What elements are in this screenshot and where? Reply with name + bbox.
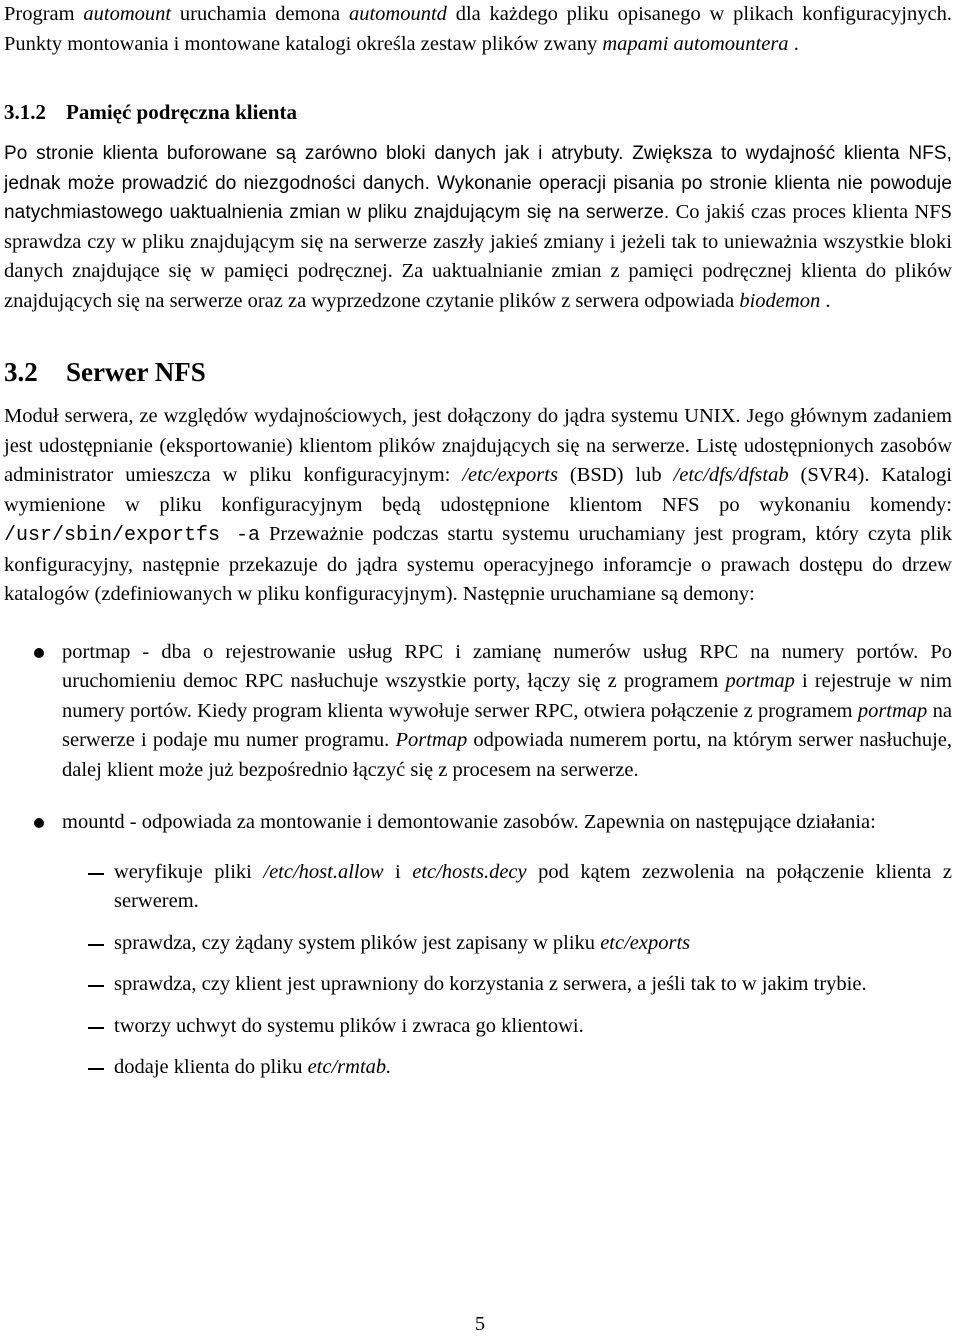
text: sprawdza, czy żądany system plików jest zapisany w pliku bbox=[114, 931, 601, 954]
mountd-text: mountd - odpowiada za montowanie i demontowanie zasobów. Zapewnia on następujące działania: bbox=[62, 811, 876, 833]
term-portmap: portmap bbox=[725, 670, 795, 692]
server-paragraph bbox=[4, 402, 952, 610]
text: Moduł serwera, ze względów wydajnościowych, jest dołączony do jądra systemu UNIX. Jego głównym zadaniem jest udostępnianie (eksportowanie) klientom plików znajdujących się na serwerze. Listę udostępnionych zasobów administrator umieszcza w pliku konfiguracyjnym: bbox=[4, 405, 952, 486]
text: Przeważnie podczas startu systemu uruchamiany jest program, który czyta plik konfiguracyjny, następnie przekazuje do jądra systemu operacyjnego inforamcje o prawach dostępu do drzew katalogów (zdefiniowanych w pliku konfiguracyjnym). Następnie uruchamiane są demony: bbox=[4, 523, 952, 605]
text: odpowiada numerem portu, na którym serwer nasłuchuje, dalej klient może już bezpośrednio łączyć się z procesem na serwerze. bbox=[62, 729, 952, 781]
text: (BSD) lub bbox=[557, 464, 674, 486]
text: na serwerze i podaje mu numer programu. bbox=[62, 699, 952, 751]
text: i rejestruje w nim numery portów. Kiedy program klienta wywołuje serwer RPC, otwiera połączenie z programem bbox=[62, 670, 952, 722]
list-item bbox=[62, 1012, 952, 1042]
path-hosts-decy: etc/hosts.decy bbox=[412, 860, 527, 883]
path-rmtab: etc/rmtab. bbox=[307, 1056, 392, 1078]
action-text: tworzy uchwyt do systemu plików i zwraca go klientowi. bbox=[114, 1014, 584, 1037]
sans-text: Po stronie klienta buforowane są zarówno bloki danych jak i atrybuty. Zwiększa to wydajność klienta NFS, jednak może prowadzić do niezgodności danych. Wykonanie operacji pisania po stronie klienta nie powoduje natychmiastowego uaktualnienia zmian w pliku znajdującym się na serwerze. bbox=[4, 143, 952, 223]
list-item bbox=[62, 929, 952, 959]
mountd-actions-list bbox=[4, 858, 952, 1083]
dash-icon bbox=[88, 873, 104, 875]
path-etc-exports: /etc/exports bbox=[462, 464, 558, 486]
dash-icon bbox=[88, 1068, 104, 1070]
text: dla każdego pliku opisanego w plikach konfiguracyjnych. Punkty montowania i montowane katalogi określa zestaw plików zwany bbox=[4, 3, 952, 55]
text: pod kątem zezwolenia na połączenie klienta z serwerem. bbox=[114, 860, 952, 912]
daemon-list bbox=[4, 638, 952, 1083]
list-item bbox=[62, 858, 952, 917]
bullet-icon bbox=[34, 648, 44, 658]
term-biodemon: biodemon bbox=[739, 289, 821, 312]
dash-icon bbox=[88, 944, 104, 946]
path-etc-exports: etc/exports bbox=[600, 931, 691, 954]
action-text bbox=[114, 929, 952, 959]
text: Program bbox=[4, 3, 84, 25]
dash-icon bbox=[88, 1027, 104, 1029]
list-item bbox=[62, 1053, 952, 1083]
dash-icon bbox=[88, 985, 104, 987]
section-heading bbox=[4, 354, 952, 390]
text: Co jakiś czas proces klienta NFS sprawdza czy w pliku znajdującym się na serwerze zaszły jakieś zmiany i jeżeli tak to unieważnia wszystkie bloki danych znajdujące się w pamięci podręcznej. Za uaktualnianie zmian z pamięci podręcznej klienta do plików znajdujących się na serwerze oraz za wyprzedzone czytanie plików z serwera odpowiada bbox=[4, 201, 952, 312]
list-item-mountd bbox=[4, 808, 952, 1083]
text: weryfikuje pliki bbox=[114, 860, 264, 883]
text: portmap - dba o rejestrowanie usług RPC i zamianę numerów usług RPC na numery portów. Po uruchomieniu democ RPC nasłuchuje wszystkie porty, łączy się z programem bbox=[62, 640, 952, 692]
text: . bbox=[788, 32, 799, 55]
text: dodaje klienta do pliku bbox=[114, 1056, 308, 1078]
text: uruchamia demona bbox=[171, 3, 349, 25]
bullet-icon bbox=[34, 818, 44, 828]
term-automountd: automountd bbox=[348, 3, 447, 25]
page-number: 5 bbox=[474, 1313, 486, 1335]
section-title: Serwer NFS bbox=[66, 357, 206, 387]
action-text bbox=[114, 1053, 952, 1083]
term-automount: automount bbox=[83, 3, 172, 25]
action-text bbox=[114, 858, 952, 917]
path-dfstab: /etc/dfs/dfstab bbox=[673, 464, 789, 486]
text: . bbox=[820, 289, 831, 312]
term-mapami: mapami automountera bbox=[602, 32, 789, 55]
subsection-heading bbox=[4, 97, 952, 127]
list-item bbox=[62, 970, 952, 1000]
list-item-portmap bbox=[4, 638, 952, 786]
subsection-title: Pamięć podręczna klienta bbox=[66, 100, 297, 124]
portmap-text bbox=[62, 638, 952, 786]
term-portmap: Portmap bbox=[395, 729, 468, 751]
intro-paragraph bbox=[4, 0, 952, 59]
command-exportfs: /usr/sbin/exportfs -a bbox=[4, 524, 260, 547]
document-page bbox=[4, 0, 952, 1083]
path-host-allow: /etc/host.allow bbox=[263, 860, 384, 883]
subsection-number: 3.1.2 bbox=[4, 100, 46, 124]
text: (SVR4). Katalogi wymienione w pliku konfiguracyjnym będą udostępnione klientom NFS po wykonaniu komendy: bbox=[4, 464, 952, 516]
text: i bbox=[383, 860, 413, 883]
section-number: 3.2 bbox=[4, 357, 38, 387]
term-portmap: portmap bbox=[857, 699, 928, 722]
action-text: sprawdza, czy klient jest uprawniony do korzystania z serwera, a jeśli tak to w jakim trybie. bbox=[114, 973, 867, 995]
cache-paragraph bbox=[4, 139, 952, 316]
